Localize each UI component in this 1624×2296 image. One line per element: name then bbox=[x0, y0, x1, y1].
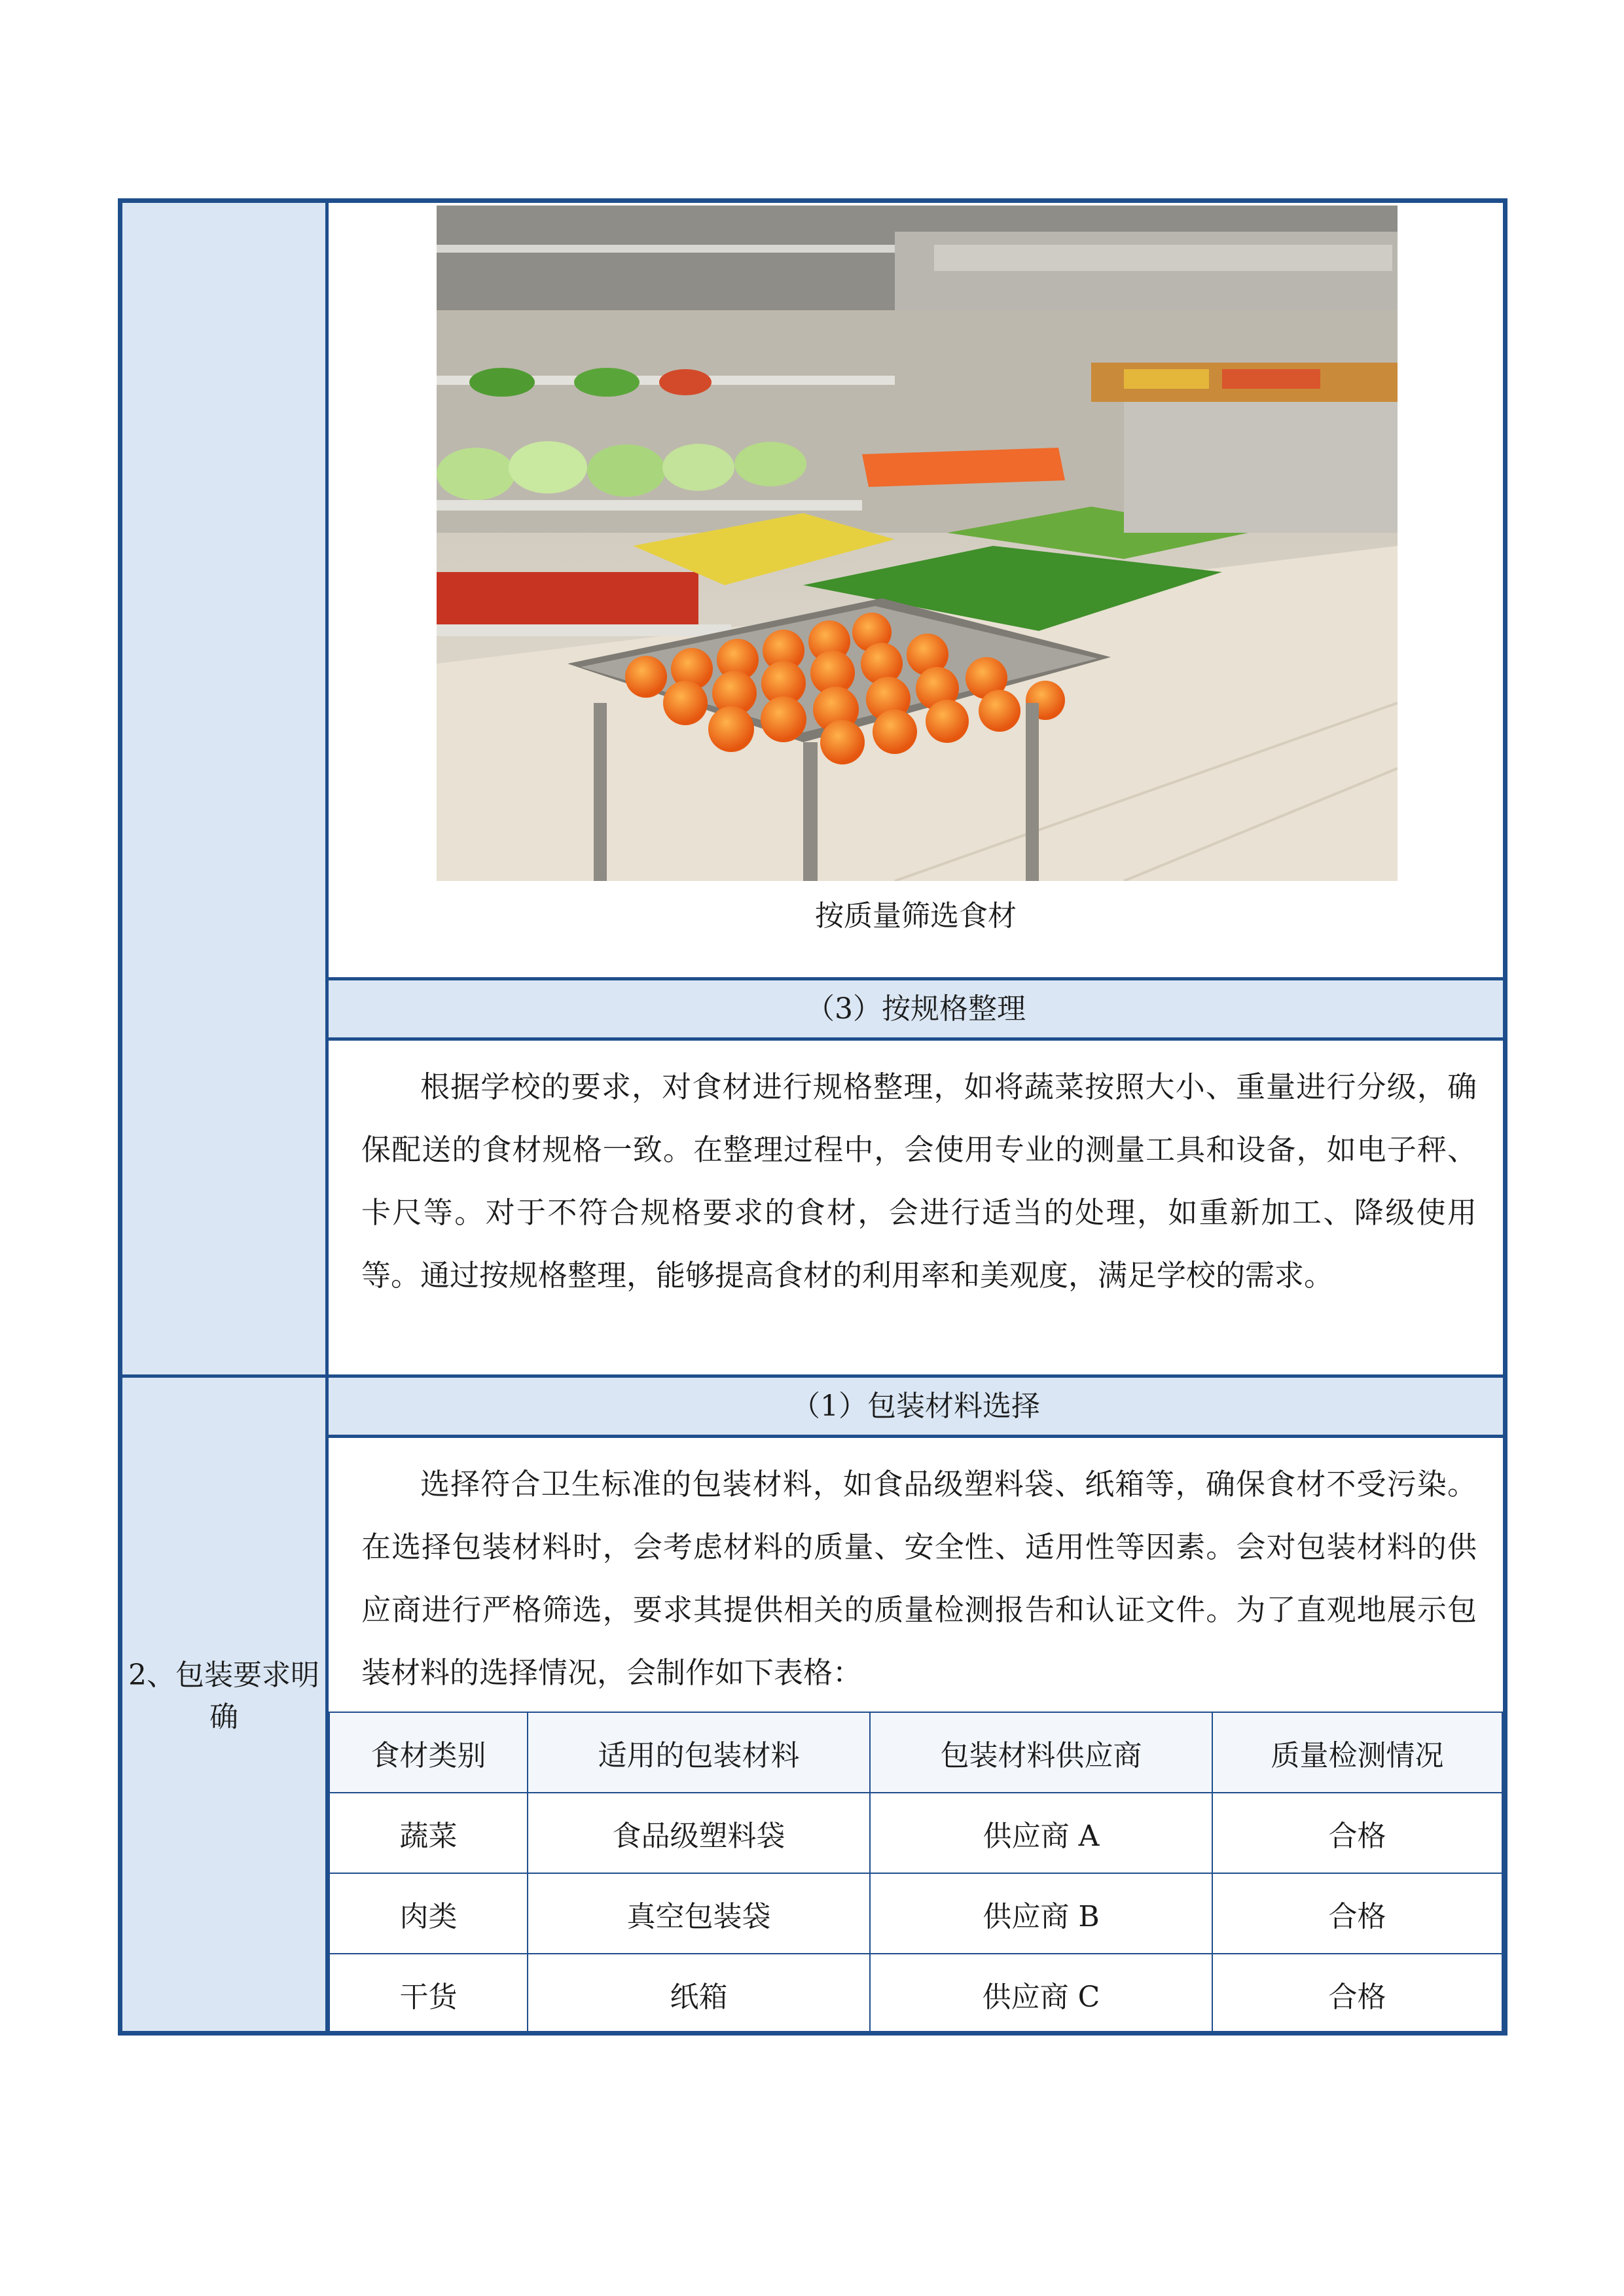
table-header-cell: 适用的包装材料 bbox=[528, 1712, 870, 1793]
content-frame bbox=[118, 198, 1507, 2036]
paragraph-spec-sorting: 根据学校的要求，对食材进行规格整理，如将蔬菜按照大小、重量进行分级，确保配送的食材规格一致。在整理过程中，会使用专业的测量工具和设备，如电子秤、卡尺等。对于不符合规格要求的食材，会进行适当的处理，如重新加工、降级使用等。通过按规格整理，能够提高食材的利用率和美观度，满足学校的需求。 bbox=[361, 1069, 1477, 1293]
table-cell: 蔬菜 bbox=[329, 1793, 528, 1873]
table-cell: 合格 bbox=[1212, 1954, 1502, 2034]
photo-caption: 按质量筛选食材 bbox=[815, 899, 1017, 933]
left-column-divider bbox=[122, 1374, 329, 1378]
section-heading-spec-sorting: （3）按规格整理 bbox=[329, 980, 1503, 1037]
table-cell: 合格 bbox=[1212, 1793, 1502, 1873]
table-header-cell: 食材类别 bbox=[329, 1712, 528, 1793]
table-cell: 食品级塑料袋 bbox=[528, 1793, 870, 1873]
right-content-column bbox=[329, 203, 1503, 2031]
table-cell: 合格 bbox=[1212, 1873, 1502, 1954]
section-heading-packaging-material: （1）包装材料选择 bbox=[329, 1378, 1503, 1435]
divider bbox=[329, 1435, 1503, 1438]
table-cell: 肉类 bbox=[329, 1873, 528, 1954]
table-cell: 干货 bbox=[329, 1954, 528, 2034]
table-cell: 供应商 A bbox=[870, 1793, 1212, 1873]
left-label-column bbox=[122, 203, 329, 2031]
table-row bbox=[329, 1954, 1502, 2034]
divider bbox=[329, 1037, 1503, 1041]
table-header-cell: 包装材料供应商 bbox=[870, 1712, 1212, 1793]
packaging-table-wrapper bbox=[329, 1712, 1503, 2031]
table-cell: 供应商 B bbox=[870, 1873, 1212, 1954]
packaging-table bbox=[329, 1712, 1503, 2035]
table-row bbox=[329, 1793, 1502, 1873]
food-quality-photo bbox=[437, 206, 1398, 881]
table-cell: 真空包装袋 bbox=[528, 1873, 870, 1954]
table-header-cell: 质量检测情况 bbox=[1212, 1712, 1502, 1793]
table-cell: 供应商 C bbox=[870, 1954, 1212, 2034]
section-2-label: 2、包装要求明确 bbox=[128, 1659, 319, 1734]
paragraph-packaging-material: 选择符合卫生标准的包装材料，如食品级塑料袋、纸箱等，确保食材不受污染。在选择包装材料时，会考虑材料的质量、安全性、适用性等因素。会对包装材料的供应商进行严格筛选，要求其提供相关的质量检测报告和认证文件。为了直观地展示包装材料的选择情况，会制作如下表格： bbox=[361, 1467, 1477, 1690]
table-header-row bbox=[329, 1712, 1502, 1793]
table-row bbox=[329, 1873, 1502, 1954]
table-cell: 纸箱 bbox=[528, 1954, 870, 2034]
food-shelves-illustration bbox=[437, 206, 1398, 881]
